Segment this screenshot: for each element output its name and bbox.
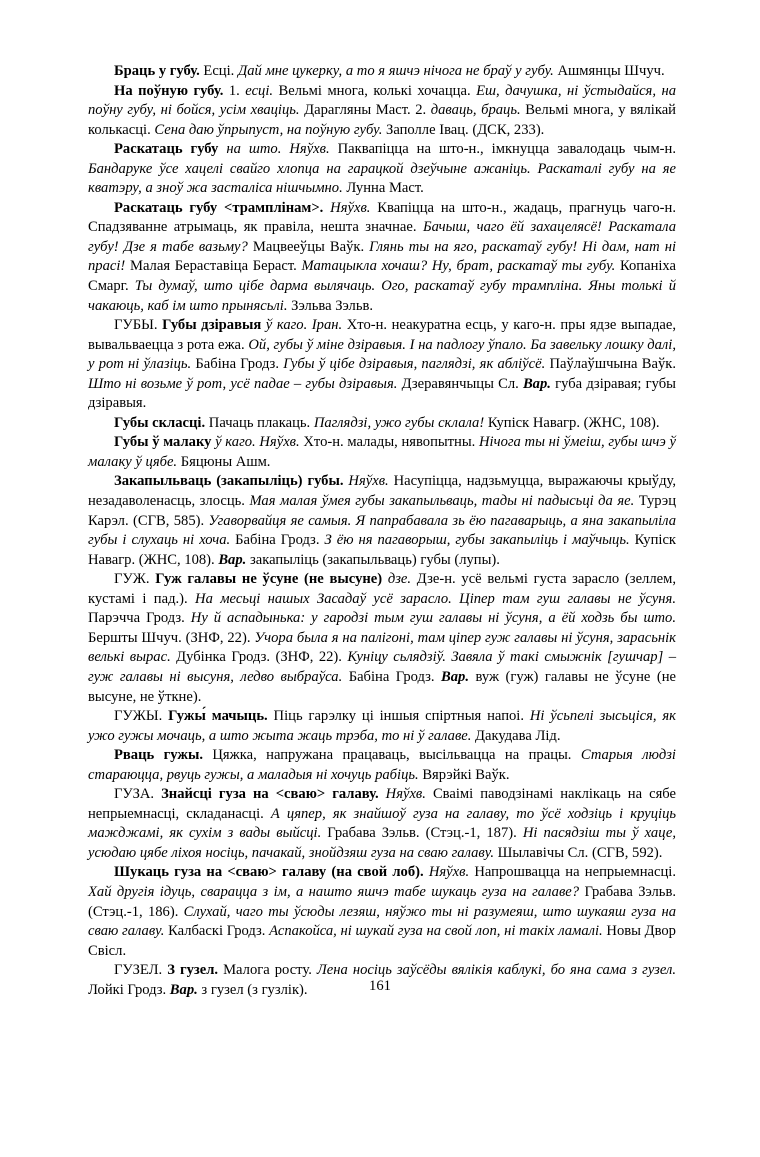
entry-illustration: На месьці нашых Засадаў усё зарасло. Ціпер там гуш галавы не ўсуня. xyxy=(195,590,676,607)
entry-headword: Раскатаць губу xyxy=(114,141,219,158)
entry-illustration: Нічога ты ні ўмеіш, губы шчэ ў малаку ў цябе. xyxy=(88,434,676,470)
entry-headword: Раскатаць губу <трамплінам>. xyxy=(114,199,324,216)
entry-definition: з гузел (з гузлік). xyxy=(197,981,308,998)
entry-definition: Хто-н. малады, нявопытны. xyxy=(299,434,480,451)
entry-illustration: Няўхв. xyxy=(323,199,371,216)
dictionary-entry xyxy=(88,316,676,414)
entry-definition: ГУБЫ. xyxy=(114,317,163,334)
entry-definition: Купіск Навагр. (ЖНС, 108). xyxy=(88,532,677,568)
entry-definition: Бершты Шчуч. (ЗНФ, 22). xyxy=(88,629,255,646)
entry-definition: Бабіна Гродз. xyxy=(191,356,284,373)
entry-definition: Насупіцца, надзьмуцца, выражаючы крыўду, незадаволенасць, злосць. xyxy=(88,473,676,510)
entry-definition: Шылавічы Сл. (СГВ, 592). xyxy=(493,844,663,861)
entry-definition: Дзеравянчыцы Сл. xyxy=(397,375,523,392)
entry-definition: Есці. xyxy=(199,63,238,79)
entry-headword: Закапыльваць (закапыліць) губы. xyxy=(114,473,344,490)
dictionary-entry xyxy=(88,433,676,472)
entry-definition: Дубінка Гродз. (ЗНФ, 22). xyxy=(170,649,348,666)
entry-definition: Дакудава Лід. xyxy=(471,727,561,744)
entry-definition: ГУЗА. xyxy=(114,786,162,803)
entry-illustration: ў каго. Іран. xyxy=(261,317,343,334)
dictionary-entry xyxy=(88,62,676,82)
entry-illustration: Мая малая ўмея губы закапыльваць, тады ні падысьці да яе. xyxy=(249,493,635,510)
entry-definition: Заполле Івац. (ДСК, 233). xyxy=(382,121,545,138)
entry-definition: Калбаскі Гродз. xyxy=(164,923,270,940)
dictionary-entry xyxy=(88,82,676,141)
entry-definition: Дарагляны Маст. 2. xyxy=(299,102,431,119)
entry-definition: Малая Бераставіца Бераст. xyxy=(125,258,302,275)
entry-illustration: Ты думаў, што цібе дарма вылячаць. Ого, раскатаў губу трампліна. Яны толькі й чакаюць, каб ім што прынясьлі. xyxy=(88,278,677,314)
entry-definition: Вярэйкі Ваўк. xyxy=(418,766,510,783)
entry-headword: Рваць гужы. xyxy=(114,747,203,764)
entry-illustration: Слухай, чаго ты ўсюды лезяш, няўжо ты ні разумеяш, што шукаяш гуза на сваю галаву. xyxy=(88,903,676,940)
entry-headword: На поўную губу. xyxy=(114,82,224,99)
entry-headword: Губы дзіравыя xyxy=(162,317,262,334)
entry-variant-marker: Вар. xyxy=(522,375,551,392)
entry-illustration: З ёю ня пагаворыш, губы закапыліць і маўчыць. xyxy=(324,532,630,549)
entry-definition: 1. xyxy=(223,82,246,99)
entry-illustration: Угаворвайця яе самыя. Я папрабавала зь ёю пагаварыць, а яна закапыліла губы і слухаць ні хоча. xyxy=(88,512,677,549)
entry-variant-marker: Вар. xyxy=(441,668,469,685)
entry-definition: закапыліць (закапыльваць) губы (лупы). xyxy=(246,551,500,568)
entry-illustration: Куніцу сьлядзіў. Завяла ў такі смыжнік [гушчар] – гуж галавы ні высуня, ледво выбраўса. xyxy=(88,649,676,685)
entry-definition: Паквапіцца на што-н., імкнуцца завалодаць чым-н. xyxy=(329,141,677,158)
entry-illustration: Няўхв. xyxy=(378,786,426,803)
entry-illustration: Хай другія ідуць, сварацца з ім, а нашто яшчэ табе шукаць гуза на галаве? xyxy=(88,883,580,900)
entry-headword: Знайсці гуза на <сваю> галаву. xyxy=(161,786,379,803)
entry-definition: Квапіцца на што-н., жадаць, прагнуць чаго-н. Спадзяванне атрымаць, як правіла, нешта значнае. xyxy=(88,199,676,236)
entry-definition: Бабіна Гродз. xyxy=(230,532,325,549)
entry-definition: Новы Двор Свісл. xyxy=(88,923,676,959)
entry-illustration: Няўхв. xyxy=(423,864,470,881)
entry-definition: ГУЖЫ. xyxy=(114,708,169,725)
entry-headword: Гужы́ мачыць. xyxy=(168,708,268,725)
entry-illustration: А цяпер, як знайшоў гуза на галаву, то ўсё ходзіць і круціць мажджамі, як сухім з вады выйсці. xyxy=(88,805,677,842)
entry-illustration: Учора была я на палігоні, там ціпер гуж галавы ні ўсуня, зарасьнік велькі вырас. xyxy=(88,629,676,666)
dictionary-entry xyxy=(88,863,676,961)
dictionary-entry xyxy=(88,570,676,707)
entry-illustration: Ну й аспадынька: у гародзі тым гуш галавы ні ўсуня, а ёй ходзь бы што. xyxy=(190,610,676,627)
entry-illustration: Глянь ты на яго, раскатаў губу! Ні дам, нат ні прасі! xyxy=(88,238,676,275)
entry-illustration: Лена носіць заўсёды вялікія каблукі, бо яна сама з гузел. xyxy=(316,962,676,979)
entry-definition: Сваімі паводзінамі наклікаць на сябе непрыемнасці, складанасці. xyxy=(88,786,676,822)
entry-illustration: Губы ў цібе дзіравыя, паглядзі, як абліўсё. xyxy=(283,356,546,373)
entry-illustration: есці. xyxy=(245,82,274,99)
entry-definition: Лунна Маст. xyxy=(342,180,424,197)
entry-definition: ГУЖ. xyxy=(114,571,156,588)
entry-definition: Дзе-н. усё вельмі густа зарасло (зеллем, кустамі і пад.). xyxy=(88,571,676,607)
entry-illustration: Сена даю ўпрыпуст, на поўную губу. xyxy=(154,121,383,138)
entry-illustration: Старыя людзі стараюцца, рвуць гужы, а маладыя ні хочуць рабіць. xyxy=(88,747,676,783)
entry-definition: Напрошвацца на непрыемнасці. xyxy=(469,864,676,881)
entry-definition: Копаніха Смарг. xyxy=(88,258,677,295)
entry-definition: Вельмі многа, колькі хочацца. xyxy=(273,82,477,99)
entry-definition: Піць гарэлку ці іншыя спіртныя напоі. xyxy=(267,708,530,725)
entry-definition: Бабіна Гродз. xyxy=(342,668,441,685)
entry-headword: Гуж галавы не ўсуне (не высуне) xyxy=(155,571,383,588)
entry-illustration: Бандаруке ўсе хацелі свайго хлопца на гарацкой дзеўчыне ажаніць. Раскаталі губу на яе кватэру, а зноў жа засталіса нішчымно. xyxy=(88,160,676,197)
dictionary-entry xyxy=(88,746,676,785)
dictionary-entry xyxy=(88,140,676,199)
entry-headword: Браць у губу. xyxy=(114,63,200,79)
entry-definition: губа дзіравая; губы дзіравыя. xyxy=(88,375,676,412)
entry-definition: Мацвееўцы Ваўк. xyxy=(247,238,370,255)
entry-definition: Пачаць плакаць. xyxy=(205,414,314,431)
entry-definition: вуж (гуж) галавы не ўсуне (не высуне, не ўткне). xyxy=(88,668,676,705)
entry-definition: Зэльва Зэльв. xyxy=(287,297,374,314)
entry-illustration: ў каго. Няўхв. xyxy=(211,434,300,451)
entry-illustration: Бачыш, чаго ёй захацелясё! Раскатала губу! Дзе я табе вазьму? xyxy=(88,219,676,255)
entry-definition: Хто-н. неакуратна есць, у каго-н. пры ядзе выпадае, вывальваецца з рота ежа. xyxy=(88,317,676,353)
dictionary-entry xyxy=(88,414,676,434)
entry-headword: З гузел. xyxy=(167,962,219,979)
dictionary-entry xyxy=(88,472,676,570)
entry-headword: Губы ў малаку xyxy=(114,434,212,451)
page-number: 161 xyxy=(369,978,391,994)
entry-illustration: дзе. xyxy=(382,571,412,588)
entry-variant-marker: Вар. xyxy=(169,981,198,998)
dictionary-entry xyxy=(88,707,676,746)
entry-illustration: даваць, браць. xyxy=(430,102,521,119)
entry-definition: Паўлаўшчына Ваўк. xyxy=(545,356,676,373)
entry-illustration: Еш, дачушка, ні ўстыдайся, на поўну губу, ні бойся, усім хваціць. xyxy=(88,82,676,119)
entry-definition: Лойкі Гродз. xyxy=(88,981,170,998)
entry-definition: Парэчча Гродз. xyxy=(88,610,191,627)
entry-definition: Грабава Зэльв. (Стэц.-1, 186). xyxy=(88,883,676,920)
entry-variant-marker: Вар. xyxy=(218,551,247,568)
entry-illustration: Ой, губы ў міне дзіравыя. І на падлогу ўпало. Ба завельку лошку далі, у рот ні ўлазіць. xyxy=(88,336,676,373)
entry-definition: Турэц Карэл. (СГВ, 585). xyxy=(88,493,677,529)
entry-definition: Цяжка, напружана працаваць, высільвацца на працы. xyxy=(202,747,581,764)
entry-illustration: Паглядзі, ужо губы склала! xyxy=(313,414,485,431)
entry-illustration: Што ні возьме ў рот, усё падае – губы дзіравыя. xyxy=(88,375,398,392)
dictionary-entry-column xyxy=(88,62,676,1000)
entry-definition: Купіск Навагр. (ЖНС, 108). xyxy=(484,414,660,431)
entry-illustration: Аспакойса, ні шукай гуза на свой лоп, ні такіх ламалі. xyxy=(269,923,603,940)
entry-illustration: Няўхв. xyxy=(343,473,389,490)
dictionary-entry xyxy=(88,785,676,863)
entry-headword: Шукаць гуза на <сваю> галаву (на свой лоб). xyxy=(114,864,424,881)
dictionary-entry xyxy=(88,199,676,316)
entry-illustration: Ні ўсьпелі зысьціся, як ужо гужы мочаць, а што жыта жаць трэба, то ні ў галаве. xyxy=(88,708,676,744)
entry-illustration: Ні пасядзіш ты ў хаце, усюдаю цябе ліхоя носіць, пачакай, знойдзяш гуза на сваю галаву. xyxy=(88,825,676,861)
entry-definition: ГУЗЕЛ. xyxy=(114,962,168,979)
entry-definition: Вельмі многа, у вялікай колькасці. xyxy=(88,102,676,138)
entry-illustration: Матацыкла хочаш? Ну, брат, раскатаў ты губу. xyxy=(301,258,616,275)
entry-illustration: на што. Няўхв. xyxy=(218,141,330,158)
entry-definition: Бяцюны Ашм. xyxy=(177,453,271,470)
entry-illustration: Дай мне цукерку, а то я яшчэ нічога не браў у губу. xyxy=(237,63,554,79)
entry-definition: Ашмянцы Шчуч. xyxy=(553,63,665,79)
entry-headword: Губы скласці. xyxy=(114,414,206,431)
entry-definition: Малога росту. xyxy=(218,962,317,979)
entry-definition: Грабава Зэльв. (Стэц.-1, 187). xyxy=(321,825,523,842)
